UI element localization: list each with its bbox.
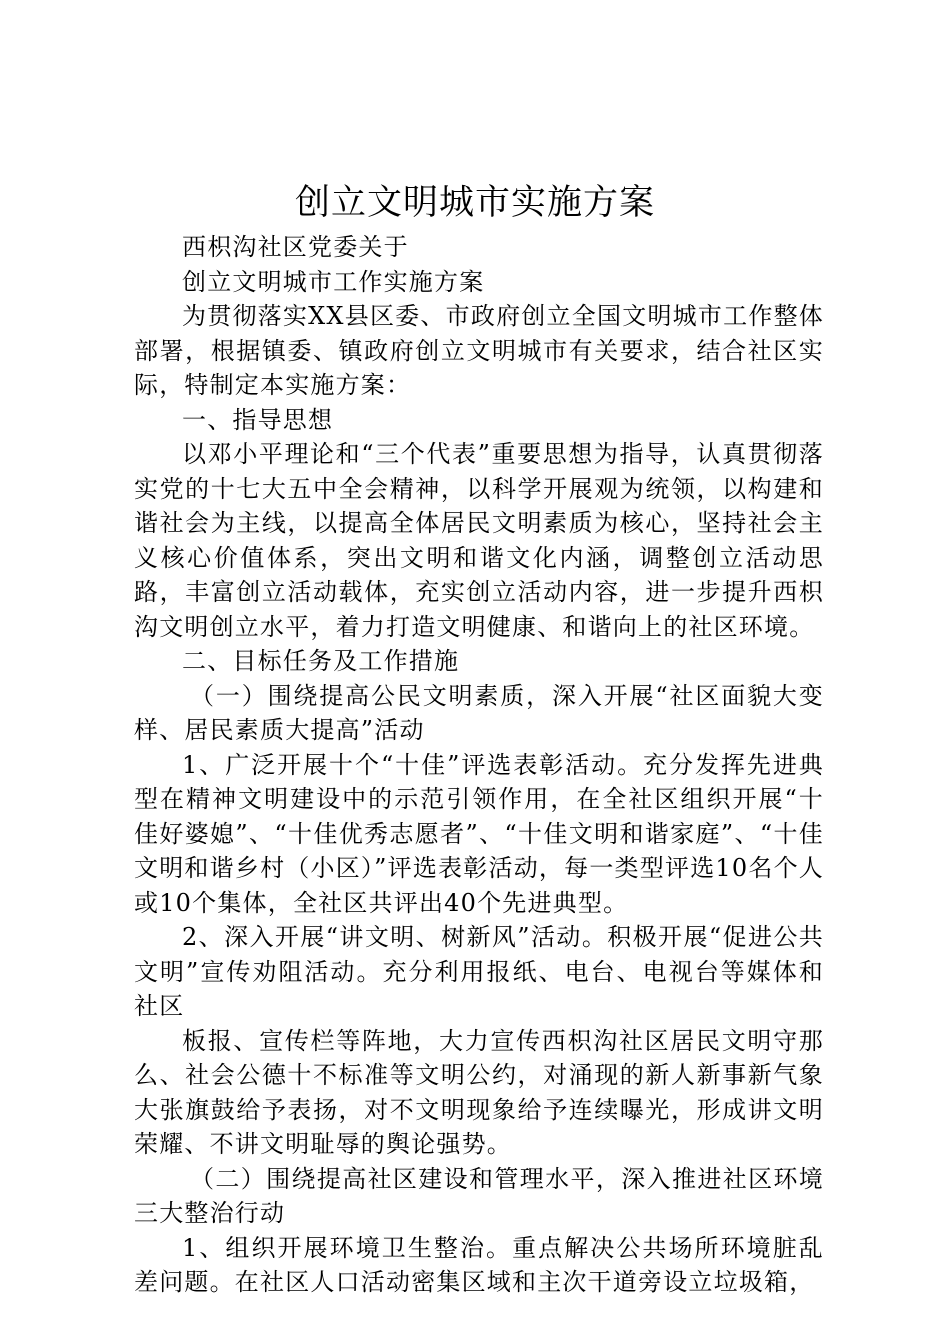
document-title: 创立文明城市实施方案 bbox=[294, 183, 655, 223]
document-body bbox=[134, 230, 824, 1300]
subheading-section-1: （一）围绕提高公民文明素质，深入开展“社区面貌大变样、居民素质大提高”活动 bbox=[134, 681, 824, 744]
heading-guiding-ideology: 一、指导思想 bbox=[182, 405, 334, 434]
paragraph-item-1-1: 1、广泛开展十个“十佳”评选表彰活动。充分发挥先进典型在精神文明建设中的示范引领作用，在全社区组织开展“十佳好婆媳”、“十佳优秀志愿者”、“十佳文明和谐家庭”、“十佳文明和谐乡村（小区）”评选表彰活动，每一类型评选10名个人或10个集体，全社区共评出40个先进典型。 bbox=[134, 750, 824, 917]
paragraph-guiding-ideology: 以邓小平理论和“三个代表”重要思想为指导，认真贯彻落实党的十七大五中全会精神，以科学开展观为统领，以构建和谐社会为主线，以提高全体居民文明素质为核心，坚持社会主义核心价值体系，突出文明和谐文化内涵，调整创立活动思路，丰富创立活动载体，充实创立活动内容，进一步提升西枳沟文明创立水平，着力打造文明健康、和谐向上的社区环境。 bbox=[134, 440, 824, 641]
paragraph-intro: 为贯彻落实XX县区委、市政府创立全国文明城市工作整体部署，根据镇委、镇政府创立文明城市有关要求，结合社区实际，特制定本实施方案： bbox=[134, 302, 824, 399]
paragraph-org-line: 西枳沟社区党委关于 bbox=[182, 233, 409, 261]
paragraph-item-1-2-continued: 板报、宣传栏等阵地，大力宣传西枳沟社区居民文明守那么、社会公德十不标准等文明公约，对涌现的新人新事新气象大张旗鼓给予表扬，对不文明现象给予连续曝光，形成讲文明荣耀、不讲文明耻辱的舆论强势。 bbox=[134, 1026, 824, 1158]
heading-goals-measures: 二、目标任务及工作措施 bbox=[182, 647, 460, 675]
paragraph-subtitle-line: 创立文明城市工作实施方案 bbox=[182, 267, 485, 296]
paragraph-item-2-1: 1、组织开展环境卫生整治。重点解决公共场所环境脏乱差问题。在社区人口活动密集区域和主次干道旁设立垃圾箱， bbox=[134, 1233, 824, 1296]
paragraph-item-1-2: 2、深入开展“讲文明、树新风”活动。积极开展“促进公共文明”宣传劝阻活动。充分利用报纸、电台、电视台等媒体和社区 bbox=[134, 923, 824, 1020]
subheading-section-2: （二）围绕提高社区建设和管理水平，深入推进社区环境三大整治行动 bbox=[134, 1164, 824, 1227]
